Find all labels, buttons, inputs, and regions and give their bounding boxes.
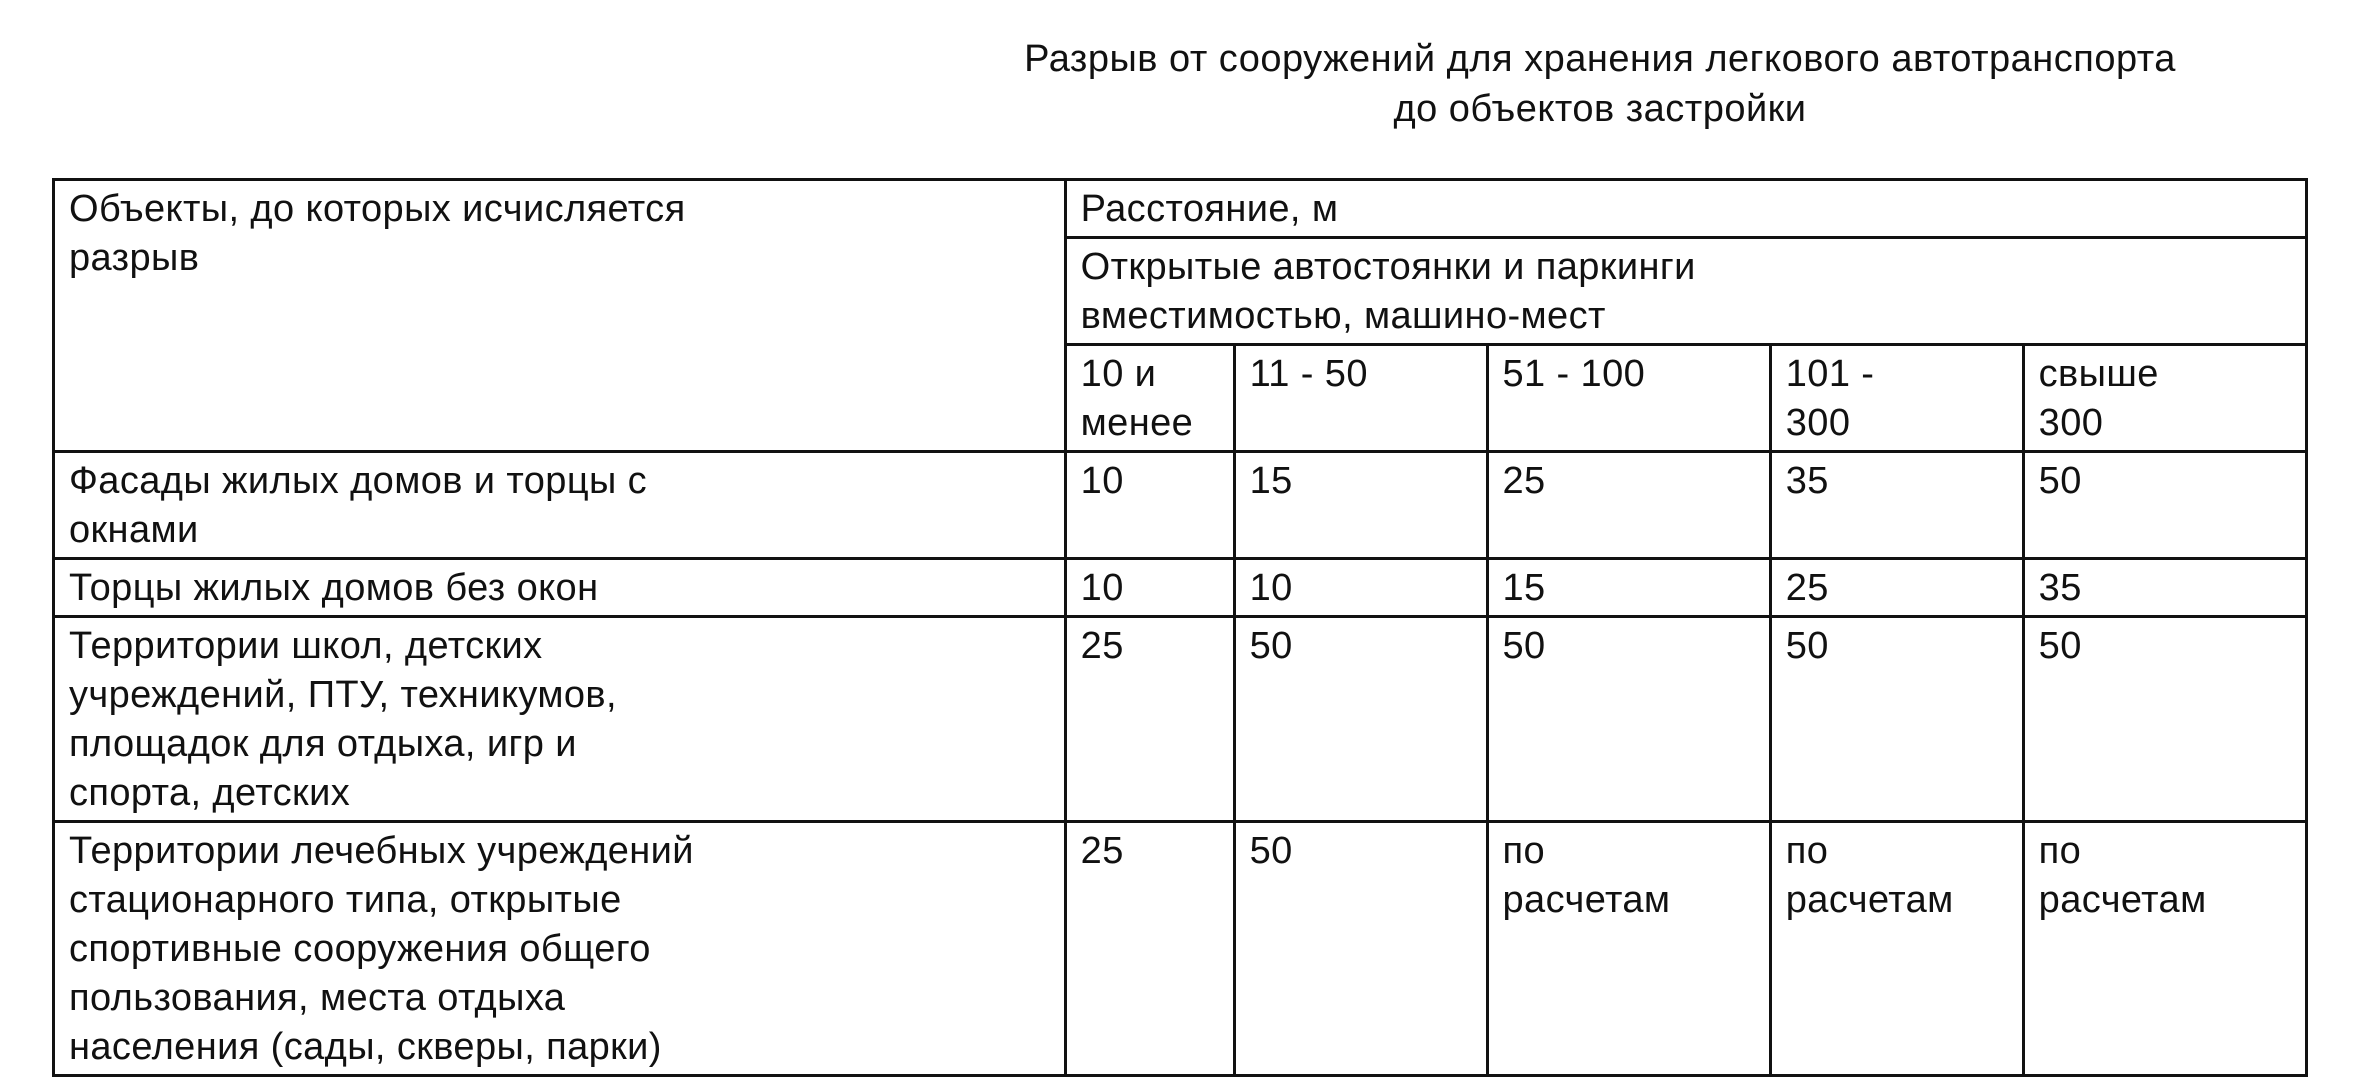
value-cell: 50	[1234, 617, 1487, 822]
value-cell: по расчетам	[2023, 822, 2306, 1076]
row-label-cell: Территории лечебных учреждений стационарного типа, открытые спортивные сооружения общего пользования, места отдыха населения (сады, скверы, парки)	[54, 822, 1066, 1076]
table-row	[54, 617, 2307, 822]
value-cell: 25	[1487, 452, 1770, 559]
value-cell: 50	[1487, 617, 1770, 822]
document-title	[900, 34, 2300, 134]
value-cell: 15	[1234, 452, 1487, 559]
capacity-header-cell: свыше 300	[2023, 345, 2306, 452]
table-row	[54, 559, 2307, 617]
value-cell: 25	[1770, 559, 2023, 617]
table-row	[54, 452, 2307, 559]
value-cell: 10	[1065, 559, 1234, 617]
header-objects-cell: Объекты, до которых исчисляется разрыв	[54, 180, 1066, 452]
value-cell: 15	[1487, 559, 1770, 617]
table-row	[54, 822, 2307, 1076]
value-cell: 50	[2023, 452, 2306, 559]
value-cell: 25	[1065, 822, 1234, 1076]
capacity-header-cell: 11 - 50	[1234, 345, 1487, 452]
value-cell: 10	[1065, 452, 1234, 559]
title-line-2: до объектов застройки	[1393, 88, 1807, 130]
capacity-header-cell: 101 - 300	[1770, 345, 2023, 452]
header-parking-cell: Открытые автостоянки и паркинги вместимостью, машино-мест	[1065, 238, 2306, 345]
header-row-1	[54, 180, 2307, 238]
value-cell: 25	[1065, 617, 1234, 822]
value-cell: по расчетам	[1487, 822, 1770, 1076]
distance-norms-table	[52, 178, 2308, 1077]
value-cell: 50	[1770, 617, 2023, 822]
value-cell: 50	[2023, 617, 2306, 822]
value-cell: по расчетам	[1770, 822, 2023, 1076]
value-cell: 35	[2023, 559, 2306, 617]
row-label-cell: Фасады жилых домов и торцы с окнами	[54, 452, 1066, 559]
value-cell: 35	[1770, 452, 2023, 559]
row-label-cell: Торцы жилых домов без окон	[54, 559, 1066, 617]
value-cell: 50	[1234, 822, 1487, 1076]
row-label-cell: Территории школ, детских учреждений, ПТУ, техникумов, площадок для отдыха, игр и спорта, детских	[54, 617, 1066, 822]
header-distance-cell: Расстояние, м	[1065, 180, 2306, 238]
value-cell: 10	[1234, 559, 1487, 617]
capacity-header-cell: 10 и менее	[1065, 345, 1234, 452]
title-line-1: Разрыв от сооружений для хранения легкового автотранспорта	[1024, 38, 2176, 80]
capacity-header-cell: 51 - 100	[1487, 345, 1770, 452]
